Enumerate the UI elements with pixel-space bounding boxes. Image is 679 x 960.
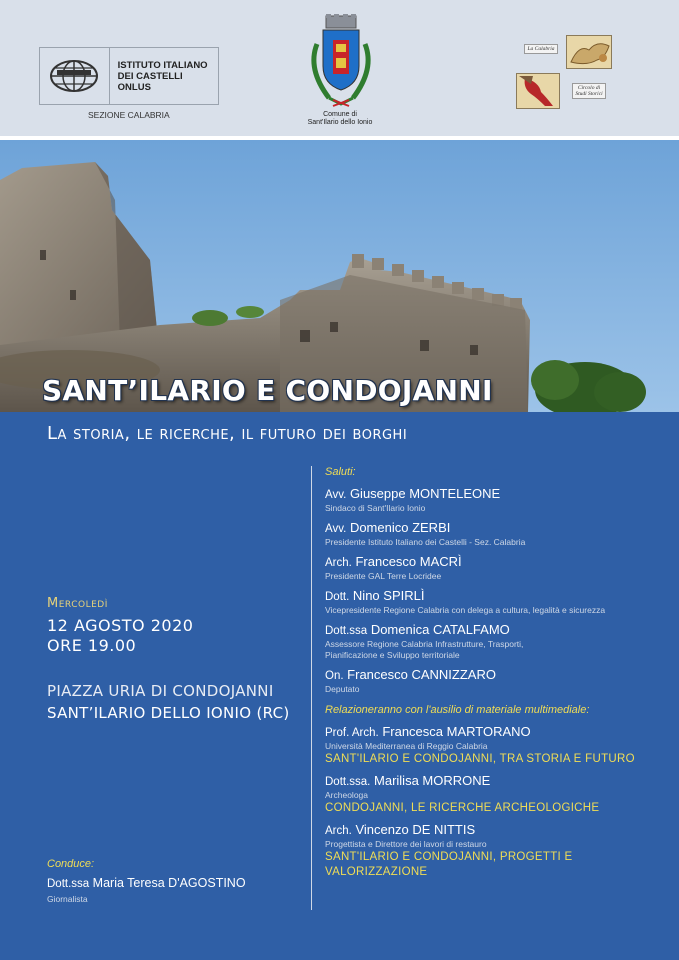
association-logos <box>512 33 618 113</box>
calabria-map-icon <box>516 73 560 109</box>
municipal-crest-icon <box>303 14 379 110</box>
host-title: Dott.ssa <box>47 878 90 890</box>
speaker-role: Presidente GAL Terre Locridee <box>325 571 442 581</box>
speaker-fullname: Nino SPIRLÌ <box>352 588 425 603</box>
speaker-name <box>325 667 675 684</box>
speaker-fullname: Francesco MACRÌ <box>355 554 462 569</box>
comune-caption <box>290 111 390 127</box>
speaker-role: Progettista e Direttore dei lavori di restauro <box>325 839 487 849</box>
speaker-fullname: Vincenzo DE NITTIS <box>355 822 476 837</box>
talk-title: SANT'ILARIO E CONDOJANNI, TRA STORIA E FUTURO <box>325 753 635 765</box>
speaker-title: Dott.ssa <box>325 625 368 637</box>
speaker-title: Avv. <box>325 489 347 501</box>
comune-line1: Comune di <box>323 111 357 118</box>
speaker-name <box>325 486 675 503</box>
speaker-title: Dott.ssa. <box>325 776 371 788</box>
speaker-fullname: Marilisa MORRONE <box>374 773 491 788</box>
speaker-title: Avv. <box>325 523 347 535</box>
speaker-title: Arch. <box>325 825 352 837</box>
speaker-item <box>325 554 675 582</box>
speaker-role: Presidente Istituto Italiano dei Castelli - Sez. Calabria <box>325 537 526 547</box>
speaker-title: Dott. <box>325 591 350 603</box>
speaker-title: On. <box>325 670 344 682</box>
host-name <box>47 876 246 890</box>
speaker-role: Archeologa <box>325 790 369 800</box>
castle-photo <box>0 140 679 412</box>
speaker-name <box>325 554 675 571</box>
globe-icon <box>40 48 110 104</box>
old-map-icon <box>566 35 612 69</box>
talks-label: Relazioneranno con l'ausilio di materiale multimediale: <box>325 704 590 716</box>
speaker-item <box>325 520 675 548</box>
speaker-item <box>325 588 675 616</box>
event-place <box>47 680 290 724</box>
assoc-label-circolo: Circolo di Studi Storici <box>572 83 606 99</box>
speaker-role: Università Mediterranea di Reggio Calabria <box>325 741 488 751</box>
event-title: SANT’ILARIO E CONDOJANNI <box>42 374 493 407</box>
speaker-name <box>325 622 675 639</box>
iic-section: SEZIONE CALABRIA <box>88 110 170 120</box>
program-column <box>325 466 675 880</box>
host-label: Conduce: <box>47 858 95 870</box>
speaker-title: Prof. Arch. <box>325 727 379 739</box>
talk-title: SANT'ILARIO E CONDOJANNI, PROGETTI E VALORIZZAZIONE <box>325 851 573 878</box>
iic-name-line2: DEI CASTELLI ONLUS <box>117 70 183 93</box>
host-fullname: Maria Teresa D'AGOSTINO <box>92 876 246 890</box>
iic-logo <box>39 47 219 105</box>
speaker-title: Arch. <box>325 557 352 569</box>
talk-item <box>325 724 675 767</box>
speaker-role: Deputato <box>325 684 360 694</box>
iic-name <box>110 60 218 93</box>
assoc-label-la-calabria: La Calabria <box>524 44 558 54</box>
event-place-line1: PIAZZA URIA DI CONDOJANNI <box>47 682 274 700</box>
talk-item <box>325 822 675 880</box>
speaker-role: Assessore Regione Calabria Infrastrutture, Trasporti, Pianificazione e Sviluppo territoriale <box>325 639 524 660</box>
event-time: ORE 19.00 <box>47 636 137 655</box>
speaker-item <box>325 667 675 695</box>
speaker-item <box>325 622 675 661</box>
comune-line2: Sant'Ilario dello Ionio <box>307 119 373 126</box>
iic-name-line1: ISTITUTO ITALIANO <box>117 59 208 71</box>
greetings-label: Saluti: <box>325 466 356 478</box>
speaker-name <box>325 822 675 839</box>
speaker-name <box>325 520 675 537</box>
logo-band <box>0 0 679 136</box>
speaker-name <box>325 724 675 741</box>
speaker-fullname: Domenico ZERBI <box>349 520 451 535</box>
speaker-item <box>325 486 675 514</box>
speaker-fullname: Giuseppe MONTELEONE <box>349 486 501 501</box>
event-date: 12 AGOSTO 2020 <box>47 616 194 635</box>
speaker-role: Vicepresidente Regione Calabria con delega a cultura, legalità e sicurezza <box>325 605 606 615</box>
speaker-role: Sindaco di Sant'Ilario Ionio <box>325 503 426 513</box>
speaker-name <box>325 588 675 605</box>
speaker-fullname: Domenica CATALFAMO <box>370 622 510 637</box>
column-divider <box>311 466 312 910</box>
event-place-line2: SANT’ILARIO DELLO IONIO (RC) <box>47 704 290 722</box>
talk-title: CONDOJANNI, LE RICERCHE ARCHEOLOGICHE <box>325 802 600 814</box>
talk-item <box>325 773 675 816</box>
speaker-fullname: Francesco CANNIZZARO <box>347 667 496 682</box>
event-subtitle: La storia, le ricerche, il futuro dei borghi <box>47 423 408 444</box>
host-role: Giornalista <box>47 894 88 904</box>
event-date-block <box>47 596 193 656</box>
speaker-fullname: Francesca MARTORANO <box>382 724 531 739</box>
event-weekday: Mercoledì <box>47 596 108 611</box>
speaker-name <box>325 773 675 790</box>
